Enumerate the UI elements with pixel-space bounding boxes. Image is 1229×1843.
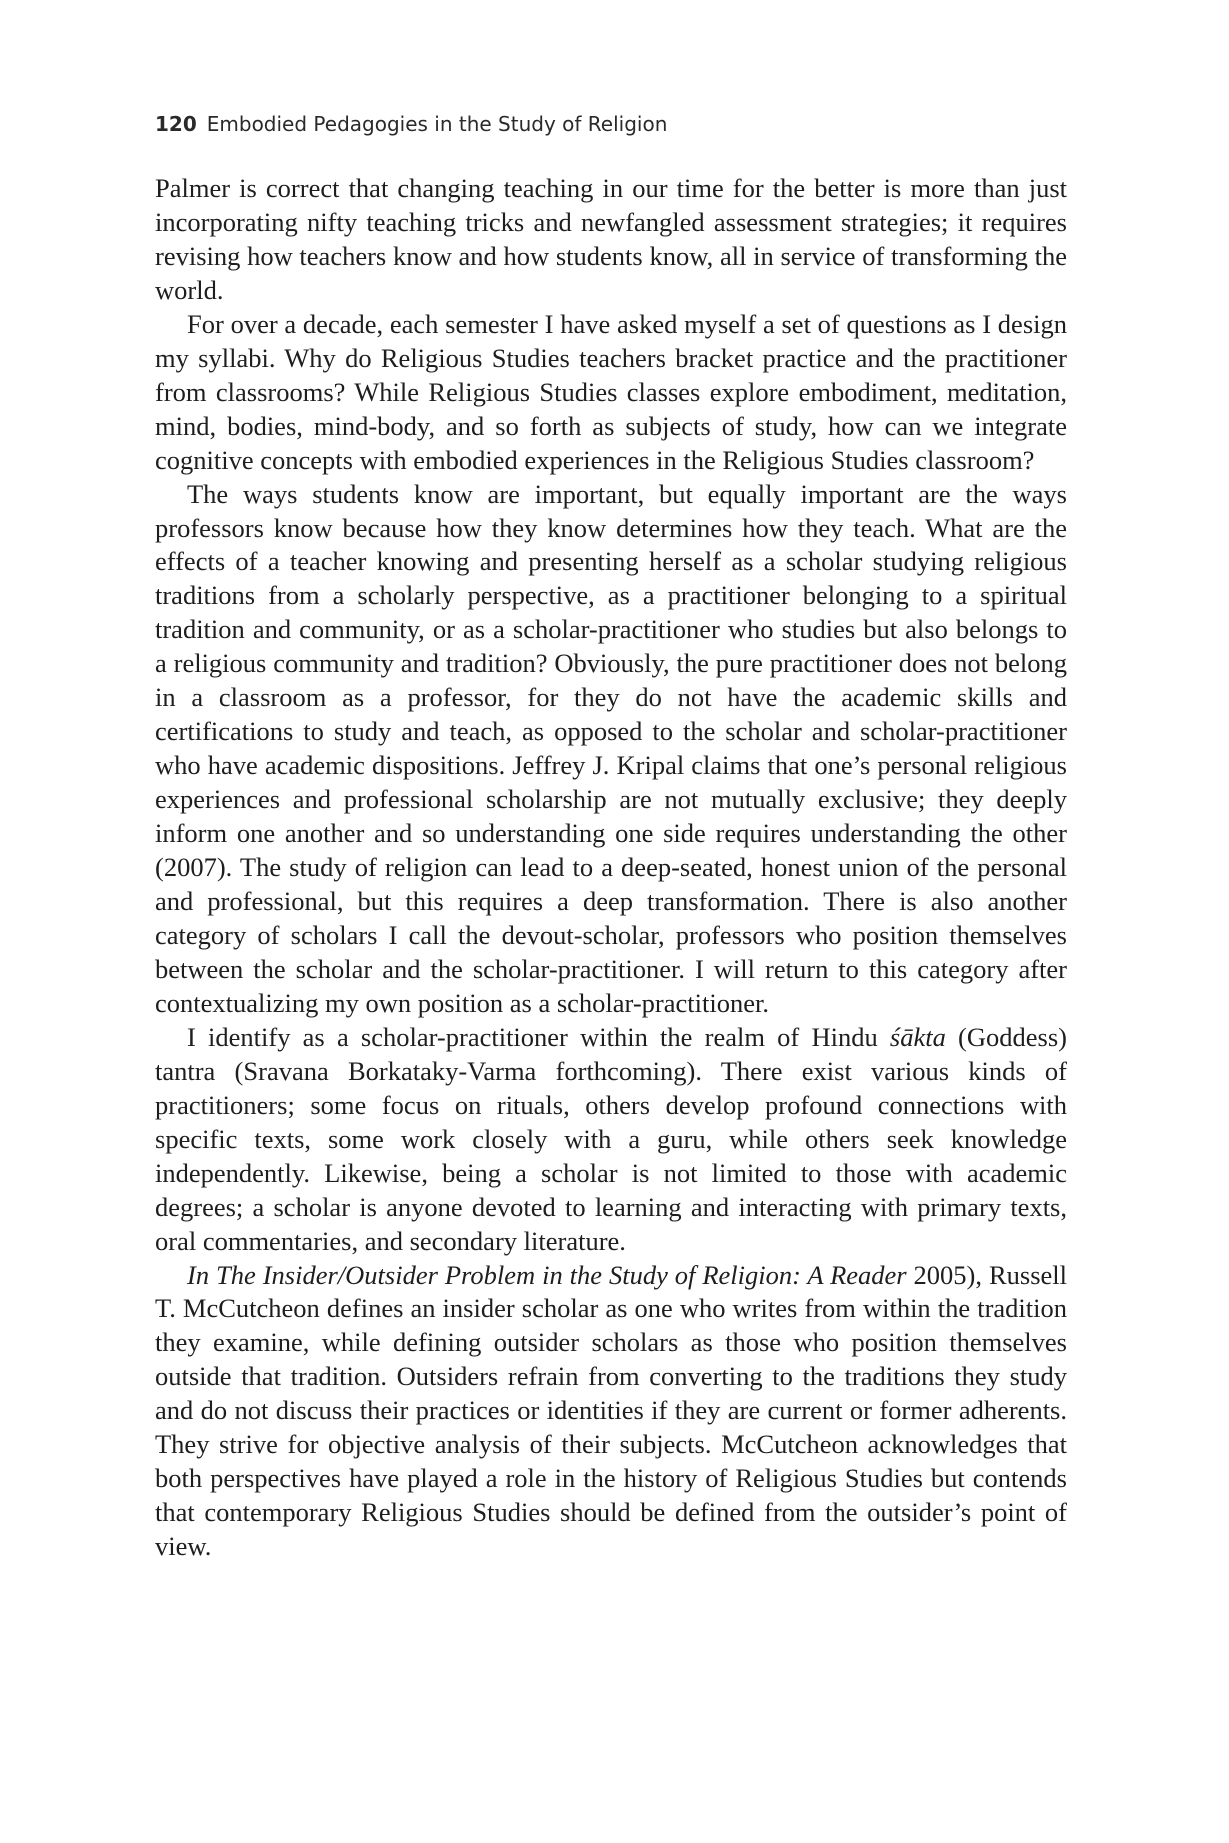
paragraph-4-rest: (Goddess) tantra (Sravana Borkataky-Varma forthcoming). There exist various kinds of practitioners; some focus on rituals, others develop profound connections with specific texts, some work closely with a guru, while others seek knowledge independently. Likewise, being a scholar is not limited to those with academic degrees; a scholar is anyone devoted to learning and interacting with primary texts, oral commentaries, and secondary literature. xyxy=(155,1021,1067,1256)
paragraph-5-rest: 2005), Russell T. McCutcheon defines an insider scholar as one who writes from within the tradition they examine, while defining outsider scholars as those who position themselves outside that tradition. Outsiders refrain from converting to the traditions they study and do not discuss their practices or identities if they are current or former adherents. They strive for objective analysis of their subjects. McCutcheon acknowledges that both perspectives have played a role in the history of Religious Studies but contends that contemporary Religious Studies should be defined from the outsider’s point of view. xyxy=(155,1259,1067,1562)
paragraph-1: Palmer is correct that changing teaching in our time for the better is more than just incorporating nifty teaching tricks and newfangled assessment strategies; it requires revising how teachers know and how students know, all in service of transforming the world. xyxy=(155,173,1067,305)
body-text xyxy=(155,172,1067,1564)
paragraph-2: For over a decade, each semester I have asked myself a set of questions as I design my syllabi. Why do Religious Studies teachers bracket practice and the practitioner from classrooms? While Religious Studies classes explore embodiment, meditation, mind, bodies, mind-body, and so forth as subjects of study, how can we integrate cognitive concepts with embodied experiences in the Religious Studies classroom? xyxy=(155,308,1067,475)
paragraph-4 xyxy=(155,1021,1067,1259)
book-title: Embodied Pedagogies in the Study of Religion xyxy=(206,112,668,136)
sakta-term: śākta xyxy=(889,1021,946,1052)
page-number: 120 xyxy=(155,112,197,136)
paragraph-3: The ways students know are important, but equally important are the ways professors know because how they know determines how they teach. What are the effects of a teacher knowing and presenting herself as a scholar studying religious traditions from a scholarly perspective, as a practitioner belonging to a spiritual tradition and community, or as a scholar-practitioner who studies but also belongs to a religious community and tradition? Obviously, the pure practitioner does not belong in a classroom as a professor, for they do not have the academic skills and certifications to study and teach, as opposed to the scholar and scholar-practitioner who have academic dispositions. Jeffrey J. Kripal claims that one’s personal religious experiences and professional scholarship are not mutually exclusive; they deeply inform one another and so understanding one side requires understanding the other (2007). The study of religion can lead to a deep-seated, honest union of the personal and professional, but this requires a deep transformation. There is also another category of scholars I call the devout-scholar, professors who position themselves between the scholar and the scholar-practitioner. I will return to this category after contextualizing my own position as a scholar-practitioner. xyxy=(155,478,1067,1018)
book-citation-title: In The Insider/Outsider Problem in the Study of Religion: A Reader xyxy=(187,1259,907,1290)
paragraph-5 xyxy=(155,1259,1067,1565)
paragraph-4-lead: I identify as a scholar-practitioner within the realm of Hindu xyxy=(187,1021,890,1052)
running-head xyxy=(155,112,667,136)
